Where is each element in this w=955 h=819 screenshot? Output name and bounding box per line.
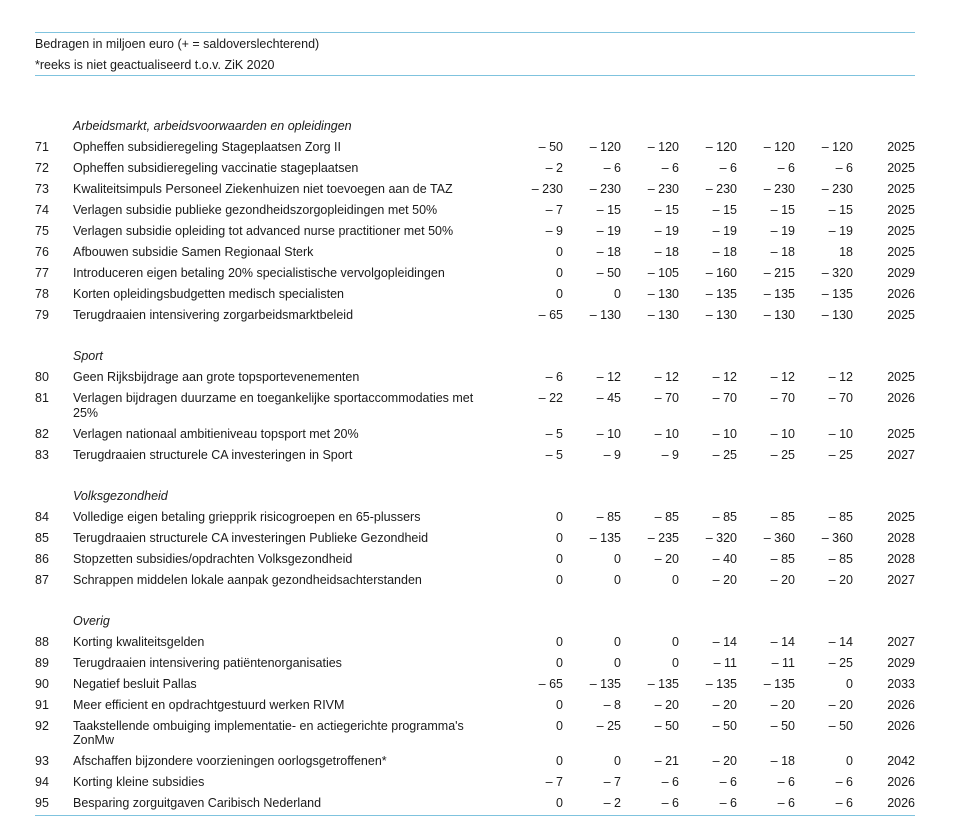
row-description: Korting kleine subsidies [73,775,205,790]
section-gap [35,591,915,611]
row-value: 0 [556,634,563,649]
row-value: 0 [556,287,563,302]
row-value: – 6 [719,796,737,811]
row-value: 0 [556,530,563,545]
row-number: 73 [35,182,49,197]
row-value: – 14 [712,634,737,649]
row-number: 81 [35,391,49,406]
row-value: – 14 [770,634,795,649]
row-value: – 130 [763,308,795,323]
row-value: – 70 [654,391,679,406]
row-value: 0 [614,551,621,566]
row-description: Opheffen subsidieregeling Stageplaatsen Zorg II [73,140,342,155]
row-value: – 6 [719,775,737,790]
row-value: – 6 [777,775,795,790]
row-value: – 130 [821,308,853,323]
row-value: – 230 [647,182,679,197]
row-value: – 130 [705,308,737,323]
row-number: 92 [35,718,49,733]
row-value: – 130 [589,308,621,323]
row-value: – 14 [828,634,853,649]
row-value: 0 [614,634,621,649]
row-description: Kwaliteitsimpuls Personeel Ziekenhuizen niet toevoegen aan de TAZ [73,182,453,197]
row-value: – 12 [712,370,737,385]
table-row [35,305,915,326]
row-number: 78 [35,287,49,302]
row-value: 0 [614,287,621,302]
row-value: – 50 [712,718,737,733]
section-gap [35,326,915,346]
row-end-year: 2028 [887,551,915,566]
row-number: 86 [35,551,49,566]
row-value: – 50 [538,140,563,155]
row-number: 75 [35,224,49,239]
row-value: 0 [556,697,563,712]
row-description: Afschaffen bijzondere voorzieningen oorlogsgetroffenen* [73,754,387,769]
row-description: Verlagen bijdragen duurzame en toegankelijke sportaccommodaties met 25% [73,391,474,420]
row-value: – 120 [705,140,737,155]
row-value: – 45 [596,391,621,406]
table-row [35,507,915,528]
row-value: – 6 [661,796,679,811]
row-end-year: 2025 [887,426,915,441]
row-value: – 15 [596,203,621,218]
row-end-year: 2025 [887,140,915,155]
row-number: 94 [35,775,49,790]
row-value: – 10 [654,426,679,441]
row-number: 84 [35,509,49,524]
row-value: 0 [672,655,679,670]
row-value: – 50 [770,718,795,733]
table-row [35,445,915,466]
table-row [35,695,915,716]
row-value: – 20 [712,697,737,712]
row-value: – 25 [828,655,853,670]
row-value: – 22 [538,391,563,406]
row-value: – 2 [545,161,563,176]
row-description: Korten opleidingsbudgetten medisch specialisten [73,287,345,302]
row-number: 74 [35,203,49,218]
row-value: 0 [672,572,679,587]
row-end-year: 2027 [887,572,915,587]
row-value: – 15 [712,203,737,218]
row-value: – 6 [777,796,795,811]
row-description: Meer efficient en opdrachtgestuurd werken RIVM [73,697,345,712]
row-value: – 70 [828,391,853,406]
row-value: – 120 [821,140,853,155]
row-end-year: 2026 [887,287,915,302]
row-value: – 135 [705,676,737,691]
row-value: – 50 [654,718,679,733]
row-end-year: 2025 [887,203,915,218]
table-row [35,653,915,674]
row-value: – 20 [770,697,795,712]
section-heading [35,346,915,367]
row-number: 72 [35,161,49,176]
row-description: Geen Rijksbijdrage aan grote topsportevenementen [73,370,360,385]
row-value: – 25 [712,447,737,462]
row-value: – 120 [647,140,679,155]
row-number: 90 [35,676,49,691]
table-row [35,632,915,653]
section-heading [35,486,915,507]
row-value: – 85 [654,509,679,524]
row-value: 0 [556,266,563,281]
table-body [35,116,915,814]
row-value: 0 [556,245,563,260]
table-note-units: Bedragen in miljoen euro (+ = saldoverslechterend) [35,37,320,51]
row-value: – 230 [821,182,853,197]
section-heading-spacer [35,349,73,364]
section-title: Sport [73,349,103,364]
row-value: – 65 [538,676,563,691]
row-value: – 6 [603,161,621,176]
row-number: 91 [35,697,49,712]
row-value: – 18 [654,245,679,260]
row-value: – 40 [712,551,737,566]
row-number: 80 [35,370,49,385]
row-end-year: 2026 [887,775,915,790]
row-end-year: 2026 [887,697,915,712]
row-value: – 20 [712,572,737,587]
row-value: 0 [846,754,853,769]
table-row [35,793,915,814]
row-value: 0 [672,634,679,649]
bottom-rule [35,815,915,816]
row-value: – 135 [647,676,679,691]
row-number: 79 [35,308,49,323]
row-end-year: 2025 [887,308,915,323]
table-row [35,716,915,752]
row-number: 89 [35,655,49,670]
row-value: – 50 [596,266,621,281]
row-value: – 160 [705,266,737,281]
row-value: – 135 [705,287,737,302]
row-value: – 10 [596,426,621,441]
row-value: – 11 [713,655,737,670]
row-value: – 19 [770,224,795,239]
row-value: – 6 [545,370,563,385]
row-end-year: 2025 [887,182,915,197]
row-value: 0 [556,551,563,566]
section-title: Overig [73,613,110,628]
row-end-year: 2026 [887,718,915,733]
row-number: 88 [35,634,49,649]
section-heading [35,116,915,137]
row-description: Introduceren eigen betaling 20% specialistische vervolgopleidingen [73,266,445,281]
table-row [35,242,915,263]
row-value: – 85 [596,509,621,524]
row-value: – 5 [545,426,563,441]
table-row [35,570,915,591]
section-title: Volksgezondheid [73,488,168,503]
row-value: – 9 [661,447,679,462]
table-note-footnote: *reeks is niet geactualiseerd t.o.v. ZiK 2020 [35,58,275,72]
row-end-year: 2025 [887,224,915,239]
row-value: 0 [556,509,563,524]
row-value: – 6 [835,775,853,790]
row-value: – 19 [712,224,737,239]
row-value: – 11 [771,655,795,670]
row-end-year: 2026 [887,796,915,811]
row-end-year: 2026 [887,391,915,406]
row-value: – 10 [712,426,737,441]
row-value: – 12 [654,370,679,385]
row-value: – 120 [763,140,795,155]
row-value: – 7 [545,203,563,218]
row-description: Schrappen middelen lokale aanpak gezondheidsachterstanden [73,572,422,587]
row-value: 0 [614,754,621,769]
header-rule [35,75,915,76]
table-row [35,367,915,388]
row-value: – 12 [770,370,795,385]
table-row [35,179,915,200]
table-row [35,751,915,772]
row-value: 0 [614,572,621,587]
row-value: – 6 [777,161,795,176]
row-end-year: 2042 [887,754,915,769]
row-value: – 135 [589,676,621,691]
row-description: Korting kwaliteitsgelden [73,634,205,649]
row-value: – 135 [763,676,795,691]
row-value: – 15 [828,203,853,218]
row-value: 0 [556,796,563,811]
row-number: 93 [35,754,49,769]
row-number: 87 [35,572,49,587]
row-value: – 130 [647,287,679,302]
row-number: 95 [35,796,49,811]
row-value: – 360 [821,530,853,545]
row-value: 0 [614,655,621,670]
row-value: – 135 [763,287,795,302]
row-value: – 10 [828,426,853,441]
row-value: – 20 [828,697,853,712]
row-value: – 7 [545,775,563,790]
row-value: – 320 [821,266,853,281]
table-row [35,528,915,549]
row-value: – 215 [763,266,795,281]
row-end-year: 2028 [887,530,915,545]
row-value: – 18 [770,245,795,260]
row-value: – 235 [647,530,679,545]
row-value: – 6 [661,775,679,790]
row-value: – 15 [654,203,679,218]
section-heading-spacer [35,614,73,629]
table-row [35,221,915,242]
table-row [35,424,915,445]
row-value: – 130 [647,308,679,323]
row-end-year: 2025 [887,245,915,260]
row-value: – 360 [763,530,795,545]
row-value: – 6 [835,161,853,176]
row-value: – 6 [719,161,737,176]
row-value: – 18 [712,245,737,260]
row-value: – 18 [770,754,795,769]
row-number: 82 [35,426,49,441]
row-description: Verlagen subsidie opleiding tot advanced nurse practitioner met 50% [73,224,454,239]
row-value: – 85 [828,509,853,524]
table-row [35,263,915,284]
row-value: – 230 [589,182,621,197]
row-value: – 18 [596,245,621,260]
table-row [35,674,915,695]
row-description: Verlagen subsidie publieke gezondheidszorgopleidingen met 50% [73,203,438,218]
row-value: – 120 [589,140,621,155]
row-value: – 21 [654,754,679,769]
row-value: – 20 [828,572,853,587]
table-row [35,772,915,793]
row-value: – 12 [828,370,853,385]
row-description: Terugdraaien intensivering patiëntenorganisaties [73,655,342,670]
row-value: – 25 [596,718,621,733]
row-value: – 8 [603,697,621,712]
table-row [35,549,915,570]
row-value: 0 [556,655,563,670]
row-value: – 15 [770,203,795,218]
row-value: – 20 [654,551,679,566]
row-value: – 9 [545,224,563,239]
row-number: 85 [35,530,49,545]
table-row [35,137,915,158]
row-description: Taakstellende ombuiging implementatie- en actiegerichte programma's ZonMw [73,718,464,748]
row-value: – 70 [770,391,795,406]
row-value: – 20 [712,754,737,769]
row-number: 71 [35,140,49,155]
row-value: – 6 [661,161,679,176]
row-value: – 7 [603,775,621,790]
row-value: – 6 [835,796,853,811]
row-value: – 230 [763,182,795,197]
row-description: Negatief besluit Pallas [73,676,197,691]
row-description: Opheffen subsidieregeling vaccinatie stageplaatsen [73,161,359,176]
section-heading [35,611,915,632]
row-end-year: 2027 [887,634,915,649]
row-number: 83 [35,447,49,462]
row-value: – 320 [705,530,737,545]
row-value: – 85 [828,551,853,566]
row-value: 18 [839,245,853,260]
row-value: – 19 [654,224,679,239]
row-end-year: 2025 [887,161,915,176]
row-value: 0 [556,754,563,769]
row-end-year: 2025 [887,509,915,524]
row-value: – 5 [545,447,563,462]
row-end-year: 2027 [887,447,915,462]
row-value: – 2 [603,796,621,811]
row-end-year: 2025 [887,370,915,385]
row-description: Terugdraaien intensivering zorgarbeidsmarktbeleid [73,308,354,323]
row-value: – 85 [770,551,795,566]
section-heading-spacer [35,119,73,134]
row-number: 77 [35,266,49,281]
row-value: – 230 [705,182,737,197]
row-description: Volledige eigen betaling griepprik risicogroepen en 65-plussers [73,509,421,524]
row-description: Verlagen nationaal ambitieniveau topsport met 20% [73,426,359,441]
row-value: – 19 [596,224,621,239]
row-value: – 65 [538,308,563,323]
row-value: – 9 [603,447,621,462]
section-heading-spacer [35,489,73,504]
row-value: 0 [556,572,563,587]
row-value: 0 [846,676,853,691]
row-value: – 20 [770,572,795,587]
row-description: Besparing zorguitgaven Caribisch Nederland [73,796,322,811]
table-row [35,200,915,221]
row-description: Afbouwen subsidie Samen Regionaal Sterk [73,245,314,260]
row-value: – 85 [770,509,795,524]
row-description: Stopzetten subsidies/opdrachten Volksgezondheid [73,551,353,566]
row-value: – 70 [712,391,737,406]
table-row [35,388,915,424]
row-description: Terugdraaien structurele CA investeringen in Sport [73,447,353,462]
row-value: – 12 [596,370,621,385]
row-value: – 10 [770,426,795,441]
row-value: – 20 [654,697,679,712]
row-end-year: 2029 [887,655,915,670]
row-value: – 19 [828,224,853,239]
row-end-year: 2029 [887,266,915,281]
row-value: 0 [556,718,563,733]
row-value: – 25 [828,447,853,462]
row-value: – 50 [828,718,853,733]
row-value: – 135 [821,287,853,302]
section-title: Arbeidsmarkt, arbeidsvoorwaarden en opleidingen [73,119,352,134]
table-row [35,158,915,179]
section-gap [35,466,915,486]
budget-table [35,32,915,816]
row-end-year: 2033 [887,676,915,691]
row-value: – 85 [712,509,737,524]
row-value: – 230 [531,182,563,197]
row-description: Terugdraaien structurele CA investeringen Publieke Gezondheid [73,530,429,545]
row-value: – 135 [589,530,621,545]
table-row [35,284,915,305]
row-number: 76 [35,245,49,260]
row-value: – 25 [770,447,795,462]
row-value: – 105 [647,266,679,281]
